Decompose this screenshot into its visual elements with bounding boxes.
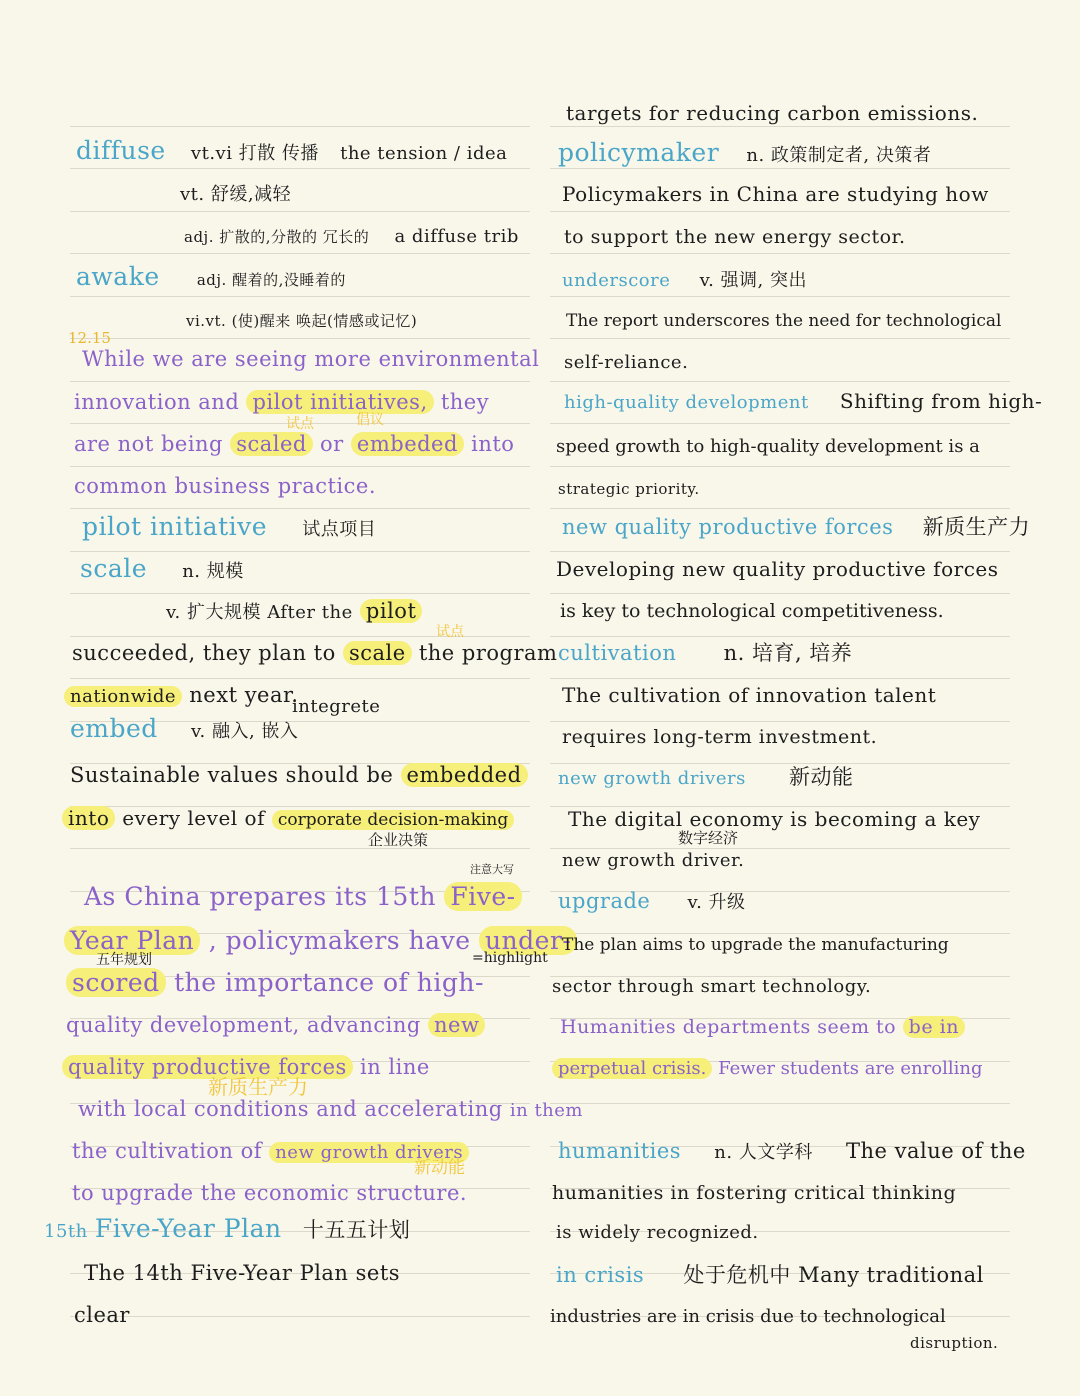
entry-new-growth-drivers [558,764,854,792]
highlight: scaled [230,432,313,456]
example-line: requires long-term investment. [562,726,878,748]
highlight: into [62,806,115,830]
example-line: The digital economy is becoming a key [568,807,981,831]
example-line: humanities in fostering critical thinking [552,1182,957,1204]
definition: 新动能 [789,765,854,789]
text: in line [359,1055,430,1079]
definition: v. 升级 [687,892,746,913]
definition-line [184,222,519,250]
example-line: sector through smart technology. [552,976,872,997]
definition: n. 培育, 培养 [723,641,853,665]
text: in them [509,1100,583,1121]
text: The value of the [846,1139,1026,1163]
headword: diffuse [76,136,166,165]
highlight: under- [479,926,577,955]
definition: adj. 扩散的,分散的 冗长的 [184,228,370,246]
example-line: is widely recognized. [556,1222,759,1243]
example-line [64,682,298,710]
text: 15th [44,1221,88,1242]
highlight: quality productive forces [62,1055,353,1079]
example-line [72,640,557,666]
text: v. 扩大规模 After the [166,602,353,623]
text: next year. [189,683,299,707]
text: succeeded, they plan to [72,641,336,665]
definition: v. 强调, 突出 [699,270,807,291]
text: innovation and [74,390,240,414]
example-line: The cultivation of innovation talent [562,683,937,707]
highlight: nationwide [64,686,182,707]
example-line: self-reliance. [564,352,689,373]
example-line: to support the new energy sector. [564,226,906,248]
passage-line: common business practice. [74,474,376,498]
passage-line: to upgrade the economic structure. [72,1181,468,1205]
definition: 新质生产力 [922,515,1031,539]
entry-new-quality [562,514,1030,540]
text: the cultivation of [72,1139,263,1163]
definition: 试点项目 [302,519,377,540]
note: 数字经济 [678,829,739,847]
text: into [471,432,515,456]
text: As China prepares its 15th [84,882,436,911]
passage-line [560,1014,965,1040]
headword: embed [70,714,158,743]
right-column [548,0,1080,1396]
headword: policymaker [558,138,720,167]
date-note: 12.15 [68,329,111,347]
example-line: speed growth to high-quality development is a [556,436,980,457]
passage-line [74,431,514,457]
note: 注意大写 [470,863,514,876]
headword: pilot initiative [82,512,268,541]
example-line [62,805,514,833]
passage-line [78,1096,583,1124]
example-line: Developing new quality productive forces [556,557,999,581]
example-line [70,762,528,788]
entry-pilot-initiative [82,514,376,543]
passage-line [72,1138,469,1166]
entry-embed [70,716,298,745]
highlight: Five- [444,882,521,911]
text: Many traditional [798,1263,984,1287]
entry-underscore [562,266,807,294]
entry-policymaker [558,140,931,169]
definition: v. 融入, 嵌入 [191,721,299,742]
highlight: pilot [360,599,422,623]
example-line: The 14th Five-Year Plan sets [84,1261,401,1285]
passage-line [552,1056,982,1082]
definition: vt.vi 打散 传播 [190,143,319,164]
note: 五年规划 [96,952,152,968]
note: 试点 [286,416,314,432]
text: or [320,432,344,456]
text: they [440,390,490,414]
headword: awake [76,262,160,291]
passage-line [84,884,522,910]
headword: high-quality development [564,392,809,413]
text: are not being [74,432,223,456]
definition: n. 政策制定者, 决策者 [746,145,932,166]
note: 倡议 [356,412,384,428]
example-line: The report underscores the need for technological [566,311,1002,331]
entry-cultivation [558,640,852,666]
passage-line [66,970,484,996]
example-line: new growth driver. [562,850,745,871]
entry-upgrade [558,888,746,916]
headword: new growth drivers [558,768,746,789]
headword: cultivation [558,641,677,665]
highlight: new growth drivers [269,1142,469,1163]
entry-scale [80,556,244,585]
text: every level of [122,806,265,830]
highlight: pilot initiatives, [246,390,433,414]
example: the tension / idea [340,143,508,164]
text: Humanities departments seem to [560,1016,897,1038]
example-line: The plan aims to upgrade the manufacturing [562,935,949,955]
headword: Five-Year Plan [94,1214,282,1243]
highlight: Year Plan [64,926,200,955]
headword: upgrade [558,889,651,913]
example: a diffuse trib [394,226,519,247]
entry-five-year-plan [44,1216,410,1245]
entry-high-quality [564,388,1042,416]
highlight: embeded [351,432,464,456]
note: 企业决策 [368,831,429,849]
definition: vi.vt. (使)醒来 唤起(情感或记忆) [186,312,418,330]
text: the program [418,641,558,665]
passage-line [74,389,489,415]
highlight: embedded [401,763,528,787]
text: Fewer students are enrolling [718,1058,983,1079]
example-line: industries are in crisis due to technological [550,1306,946,1327]
note: 新质生产力 [208,1075,308,1099]
text: Shifting from high- [839,389,1043,413]
example-line: clear [74,1303,130,1327]
entry-diffuse [76,138,507,167]
highlight: be in [903,1016,965,1038]
example-line: disruption. [910,1334,999,1352]
passage-line [66,1012,485,1038]
highlight: perpetual crisis. [552,1058,712,1079]
highlight: scored [66,968,166,997]
definition: 处于危机中 [683,1263,791,1287]
definition: adj. 醒着的,没睡着的 [196,271,346,289]
note-integrate: integrete [292,696,381,717]
entry-humanities [558,1138,1026,1166]
headword: underscore [562,270,671,291]
note: 新动能 [414,1158,465,1178]
text: the importance of high- [174,968,484,997]
definition-line [180,180,291,208]
headword: in crisis [556,1263,645,1287]
definition: 十五五计划 [302,1218,411,1242]
entry-in-crisis [556,1262,984,1288]
headword: humanities [558,1139,682,1163]
note: =highlight [472,950,548,966]
text: quality development, advancing [66,1013,421,1037]
headword: scale [80,554,148,583]
highlight: scale [343,641,412,665]
example-line: Policymakers in China are studying how [562,182,989,206]
text: Sustainable values should be [70,763,394,787]
highlight: corporate decision-making [272,810,514,830]
example-line: targets for reducing carbon emissions. [566,101,979,125]
text: , policymakers have [208,926,471,955]
note: 试点 [436,624,464,640]
definition-line [186,306,417,334]
passage-line: While we are seeing more environmental [82,347,540,371]
text: with local conditions and accelerating [78,1097,503,1121]
highlight: new [428,1013,485,1037]
headword: new quality productive forces [562,515,894,539]
definition: n. 规模 [182,561,244,582]
example-line [166,598,422,626]
entry-awake [76,264,346,293]
definition: n. 人文学科 [714,1142,813,1163]
definition: vt. 舒缓,减轻 [180,184,292,205]
example-line: strategic priority. [558,480,700,498]
example-line: is key to technological competitiveness. [560,600,944,622]
